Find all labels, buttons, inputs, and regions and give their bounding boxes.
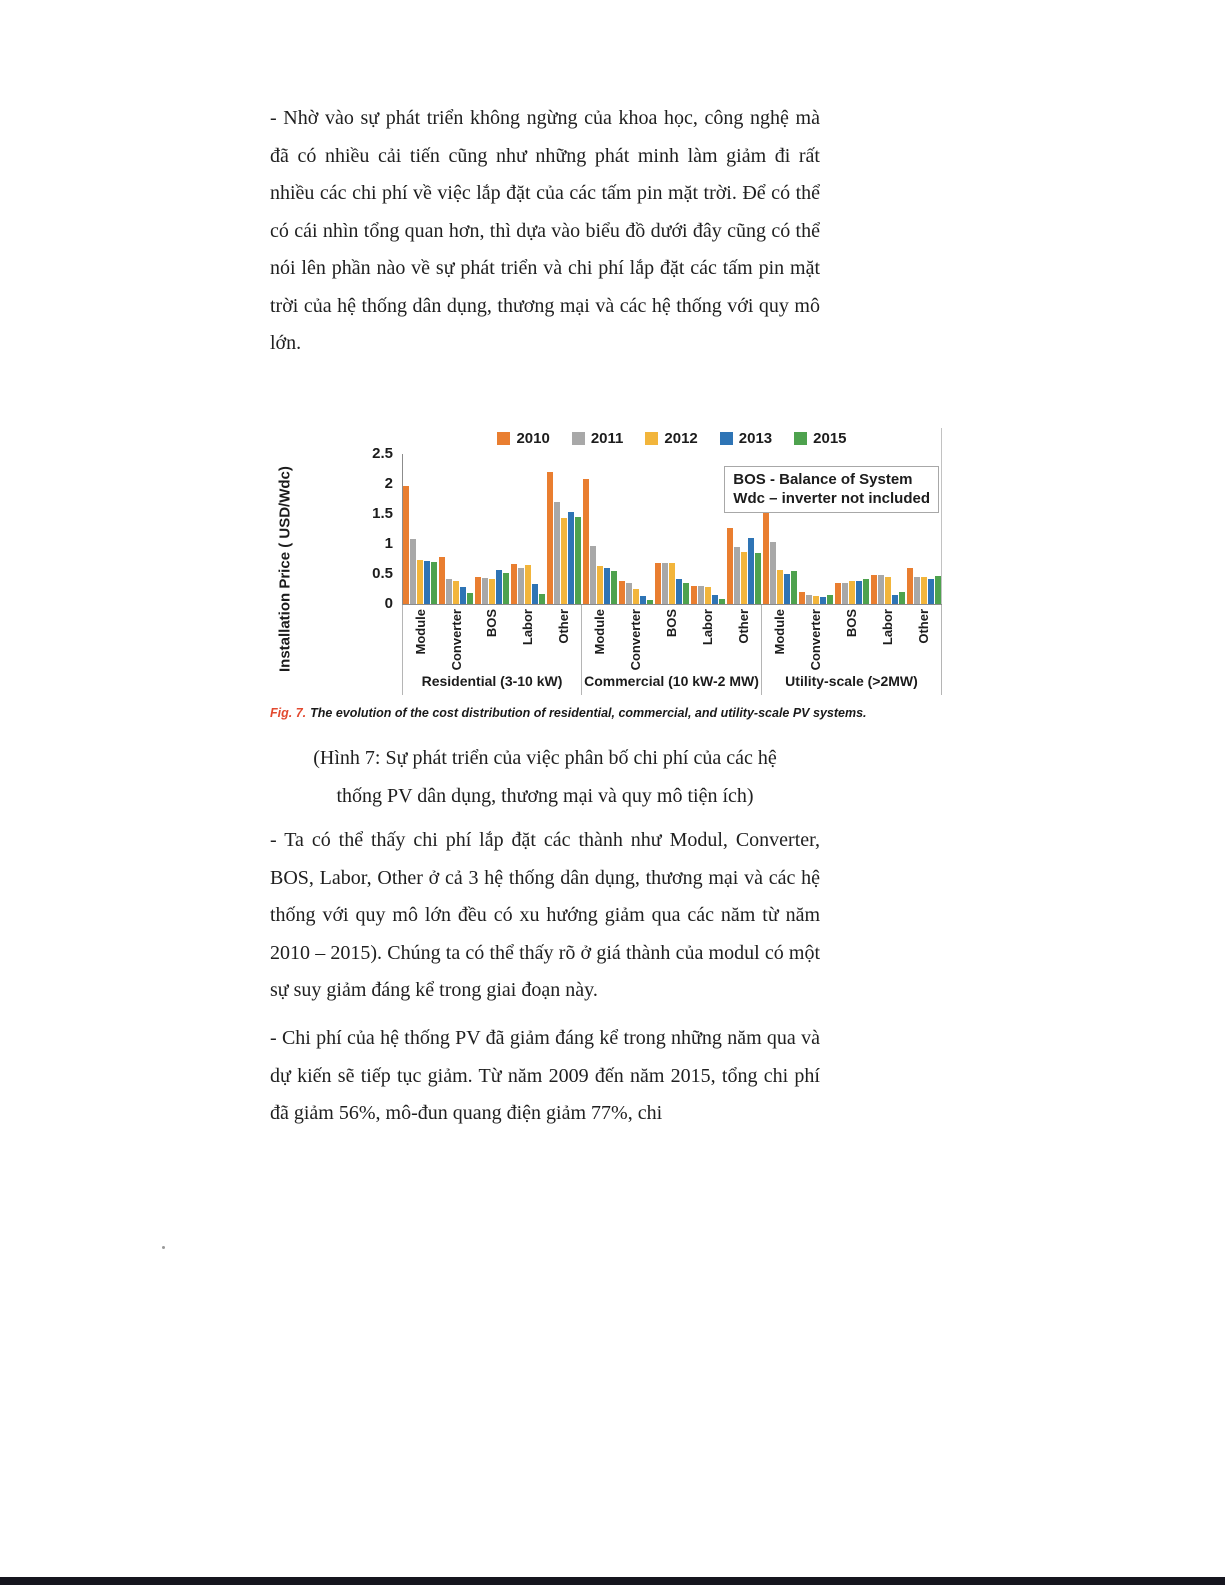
category-label-cell: [510, 605, 546, 671]
category-label-cell: [403, 605, 439, 671]
bar-2011-BOS: [662, 563, 668, 604]
group-label: Commercial (10 kW-2 MW): [584, 673, 759, 689]
y-tick-2: 2: [384, 475, 393, 492]
category-Converter: [438, 454, 474, 604]
y-tick-2.5: 2.5: [372, 445, 393, 462]
bar-2011-Converter: [446, 579, 452, 604]
pv-cost-chart: [272, 426, 944, 698]
bar-2011-Labor: [518, 568, 524, 604]
bottom-edge-bar: [0, 1577, 1225, 1585]
figure-note-line-1: (Hình 7: Sự phát triển của việc phân bố chi phí của các hệ: [313, 747, 777, 769]
group-footer: [582, 605, 762, 695]
bar-2015-Converter: [467, 593, 473, 604]
legend-item-2015: [794, 430, 846, 447]
bar-2011-Converter: [626, 583, 632, 604]
chart-legend: [402, 426, 942, 450]
bar-2010-Module: [403, 486, 409, 604]
legend-label-2012: 2012: [664, 429, 698, 447]
bar-2010-Converter: [439, 557, 445, 604]
chart-right-border: [941, 428, 942, 604]
category-labels: [403, 605, 581, 671]
bar-2013-Converter: [640, 596, 646, 604]
category-label-cell: [869, 605, 905, 671]
chart-annotation: [724, 466, 939, 513]
bar-2012-Other: [741, 552, 747, 604]
legend-label-2013: 2013: [738, 429, 773, 447]
bar-2015-Labor: [899, 592, 905, 604]
legend-item-2011: [572, 430, 624, 447]
y-axis-line: [402, 454, 403, 604]
category-label-cell: [582, 605, 618, 671]
bar-2010-Converter: [619, 581, 625, 604]
bar-2012-Module: [417, 560, 423, 604]
category-label-cell: [905, 605, 941, 671]
bar-2013-Other: [928, 579, 934, 604]
category-label-Converter: Converter: [628, 609, 644, 671]
figure-caption-label: Fig. 7.: [270, 706, 307, 720]
bar-2012-Converter: [453, 581, 459, 604]
bar-2011-Module: [770, 542, 776, 604]
bar-2012-BOS: [489, 579, 495, 604]
bar-2015-Labor: [539, 594, 545, 604]
cost-paragraph: - Chi phí của hệ thống PV đã giảm đáng kể trong những năm qua và dự kiến sẽ tiếp tục giảm. Từ năm 2009 đến năm 2015, tổng chi phí đã giảm 56%, mô-đun quang điện giảm 77%, chi: [270, 1027, 820, 1124]
bar-2010-Other: [727, 528, 733, 604]
category-label-cell: [798, 605, 834, 671]
bar-2010-Labor: [871, 575, 877, 604]
category-label-Module: Module: [592, 609, 608, 655]
bar-2010-Other: [547, 472, 553, 604]
y-axis-ticks: [298, 445, 402, 612]
category-label-Labor: Labor: [879, 609, 895, 646]
bar-2015-Converter: [647, 600, 653, 604]
plot-area: [402, 454, 942, 695]
bar-2012-Module: [597, 566, 603, 604]
bar-2011-BOS: [482, 578, 488, 604]
bar-2012-Other: [921, 577, 927, 604]
legend-item-2013: [720, 430, 772, 447]
category-label-Converter: Converter: [448, 609, 464, 671]
category-label-cell: [725, 605, 761, 671]
chart-body: [272, 445, 944, 695]
bar-2011-BOS: [842, 583, 848, 604]
annotation-line-2: Wdc – inverter not included: [733, 490, 930, 507]
bar-2015-Other: [575, 517, 581, 604]
category-label-cell: [654, 605, 690, 671]
bar-2012-Labor: [885, 577, 891, 604]
y-tick-0: 0: [384, 595, 393, 612]
bar-2013-BOS: [856, 581, 862, 604]
bar-2011-Labor: [878, 575, 884, 604]
figure-note: [270, 740, 820, 815]
category-label-Labor: Labor: [520, 609, 536, 646]
category-Module: [402, 454, 438, 604]
bar-2012-Other: [561, 518, 567, 604]
bar-2011-Other: [554, 502, 560, 604]
bar-2012-Module: [777, 570, 783, 604]
bar-2013-Converter: [820, 597, 826, 604]
category-label-Other: Other: [915, 609, 931, 644]
bar-2015-Labor: [719, 599, 725, 604]
category-Converter: [618, 454, 654, 604]
category-label-cell: [762, 605, 798, 671]
group-footer: [762, 605, 942, 695]
category-labels: [762, 605, 941, 671]
category-label-Other: Other: [735, 609, 751, 644]
bar-2010-Labor: [511, 564, 517, 604]
category-labels: [582, 605, 761, 671]
bar-2015-BOS: [503, 573, 509, 604]
category-label-Labor: Labor: [699, 609, 715, 646]
bar-2010-Labor: [691, 586, 697, 604]
category-label-cell: [545, 605, 581, 671]
bar-2013-Module: [604, 568, 610, 604]
legend-label-2010: 2010: [516, 429, 550, 447]
bar-2010-BOS: [655, 563, 661, 604]
category-label-cell: [618, 605, 654, 671]
figure-note-line-2: thống PV dân dụng, thương mại và quy mô tiện ích): [336, 784, 754, 807]
bar-2015-Converter: [827, 595, 833, 604]
bar-2011-Other: [914, 577, 920, 604]
bar-2010-BOS: [475, 577, 481, 604]
y-axis-label: Installation Price ( USD/Wdc): [276, 466, 294, 672]
bar-2013-Other: [568, 512, 574, 604]
bar-2012-BOS: [669, 563, 675, 604]
bar-2015-Module: [791, 571, 797, 604]
bar-2012-Converter: [633, 589, 639, 604]
bar-2011-Labor: [698, 586, 704, 604]
bar-2015-Module: [431, 562, 437, 604]
bar-2010-Other: [907, 568, 913, 604]
bar-2010-Module: [583, 479, 589, 604]
category-label-Other: Other: [555, 609, 571, 644]
bar-2013-BOS: [676, 579, 682, 604]
group-footer: [402, 605, 582, 695]
bar-2013-Module: [784, 574, 790, 604]
group-label: Residential (3-10 kW): [421, 673, 563, 689]
legend-item-2010: [497, 430, 549, 447]
bar-2012-Labor: [705, 587, 711, 604]
bar-2013-Converter: [460, 587, 466, 604]
bar-2013-Other: [748, 538, 754, 604]
category-label-BOS: BOS: [663, 609, 679, 638]
legend-label-2015: 2015: [813, 429, 847, 447]
bar-2013-BOS: [496, 570, 502, 604]
bar-2012-Labor: [525, 565, 531, 604]
category-label-cell: [439, 605, 475, 671]
legend-label-2011: 2011: [590, 429, 624, 447]
bar-2015-Other: [755, 553, 761, 604]
axis-area: [298, 445, 944, 695]
bar-2013-Labor: [712, 595, 718, 604]
legend-swatch-2015: [794, 432, 807, 445]
y-tick-1: 1: [384, 535, 393, 552]
bar-2012-BOS: [849, 581, 855, 604]
category-label-BOS: BOS: [843, 609, 859, 638]
bar-2013-Labor: [892, 595, 898, 604]
category-label-Module: Module: [772, 609, 788, 655]
bar-2015-BOS: [863, 579, 869, 604]
category-label-cell: [474, 605, 510, 671]
category-Other: [546, 454, 582, 604]
intro-paragraph: - Nhờ vào sự phát triển không ngừng của khoa học, công nghệ mà đã có nhiều cải tiến cũng như những phát minh làm giảm đi rất nhiều các chi phí về việc lắp đặt của các tấm pin mặt trời. Để có thể có cái nhìn tổng quan hơn, thì dựa vào biểu đồ dưới đây cũng có thể nói lên phần nào về sự phát triển và chi phí lắp đặt các tấm pin mặt trời của hệ thống dân dụng, thương mại và các hệ thống với quy mô lớn.: [270, 107, 820, 354]
figure-caption-text: The evolution of the cost distribution of residential, commercial, and utility-scale PV systems.: [310, 706, 867, 720]
analysis-paragraph: - Ta có thể thấy chi phí lắp đặt các thành như Modul, Converter, BOS, Labor, Other ở cả 3 hệ thống dân dụng, thương mại và các hệ thống với quy mô lớn đều có xu hướng giảm qua các năm từ năm 2010 – 2015). Chúng ta có thể thấy rõ ở giá thành của modul có một sự suy giảm đáng kể trong giai đoạn này.: [270, 829, 820, 1001]
legend-item-2012: [645, 430, 697, 447]
bar-2013-Labor: [532, 584, 538, 604]
group-Residential (3-10 kW): [402, 454, 582, 695]
category-label-cell: [689, 605, 725, 671]
category-BOS: [474, 454, 510, 604]
bar-2011-Module: [410, 539, 416, 604]
legend-swatch-2011: [572, 432, 585, 445]
category-Module: [582, 454, 618, 604]
bar-2011-Module: [590, 546, 596, 604]
bar-2013-Module: [424, 561, 430, 604]
group-label: Utility-scale (>2MW): [785, 673, 918, 689]
y-tick-0.5: 0.5: [372, 565, 393, 582]
category-label-BOS: BOS: [484, 609, 500, 638]
bar-2010-Converter: [799, 592, 805, 604]
category-label-Converter: Converter: [808, 609, 824, 671]
category-Labor: [510, 454, 546, 604]
bar-2011-Other: [734, 547, 740, 604]
bar-2011-Converter: [806, 595, 812, 604]
annotation-line-1: BOS - Balance of System: [733, 471, 913, 488]
category-label-Module: Module: [413, 609, 429, 655]
legend-swatch-2013: [720, 432, 733, 445]
bar-2012-Converter: [813, 596, 819, 604]
bar-2015-BOS: [683, 583, 689, 604]
category-Labor: [690, 454, 726, 604]
category-BOS: [654, 454, 690, 604]
bar-2010-BOS: [835, 583, 841, 604]
bar-2015-Module: [611, 571, 617, 604]
y-tick-1.5: 1.5: [372, 505, 393, 522]
bars-row: [402, 454, 582, 605]
legend-swatch-2012: [645, 432, 658, 445]
category-label-cell: [834, 605, 870, 671]
stray-dot: [162, 1246, 165, 1249]
figure-caption: [270, 706, 870, 720]
legend-swatch-2010: [497, 432, 510, 445]
